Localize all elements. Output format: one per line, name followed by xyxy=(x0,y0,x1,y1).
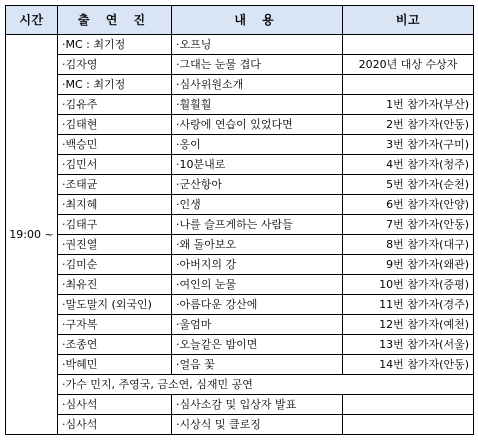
note-cell: 12번 참가자(예천) xyxy=(343,315,474,335)
table-row xyxy=(6,315,474,335)
performer-cell: ·김유주 xyxy=(58,95,172,115)
performer-cell: ·박혜민 xyxy=(58,355,172,375)
table-row xyxy=(6,135,474,155)
note-cell: 7번 참가자(안동) xyxy=(343,215,474,235)
note-cell: 3번 참가자(구미) xyxy=(343,135,474,155)
performer-cell: ·김미순 xyxy=(58,255,172,275)
table-row xyxy=(6,175,474,195)
performer-cell: ·조종연 xyxy=(58,335,172,355)
table-row xyxy=(6,395,474,415)
content-cell: ·오늘같은 밤이면 xyxy=(172,335,343,355)
note-cell: 11번 참가자(경주) xyxy=(343,295,474,315)
note-cell xyxy=(343,395,474,415)
guest-performance-row xyxy=(6,375,474,395)
note-cell: 5번 참가자(순천) xyxy=(343,175,474,195)
note-cell xyxy=(343,75,474,95)
content-cell: ·옹이 xyxy=(172,135,343,155)
performer-cell: ·김태현 xyxy=(58,115,172,135)
content-cell: ·훨훨훨 xyxy=(172,95,343,115)
performer-cell: ·심사석 xyxy=(58,395,172,415)
content-cell: ·10분내로 xyxy=(172,155,343,175)
content-cell: ·인생 xyxy=(172,195,343,215)
table-row xyxy=(6,155,474,175)
content-cell: ·시상식 및 클로징 xyxy=(172,415,343,435)
table-row xyxy=(6,35,474,55)
performer-cell: ·MC : 최기정 xyxy=(58,75,172,95)
content-cell: ·심사위원소개 xyxy=(172,75,343,95)
content-cell: ·심사소감 및 입상자 발표 xyxy=(172,395,343,415)
note-cell: 9번 참가자(왜관) xyxy=(343,255,474,275)
table-row xyxy=(6,75,474,95)
performer-cell: ·심사석 xyxy=(58,415,172,435)
content-cell: ·아버지의 강 xyxy=(172,255,343,275)
note-cell: 1번 참가자(부산) xyxy=(343,95,474,115)
performer-cell: ·김자영 xyxy=(58,55,172,75)
table-row xyxy=(6,95,474,115)
note-cell: 6번 참가자(안양) xyxy=(343,195,474,215)
header-performer: 출 연 진 xyxy=(58,6,172,35)
program-schedule xyxy=(5,5,473,438)
table-row xyxy=(6,115,474,135)
table-row xyxy=(6,55,474,75)
time-cell: 19:00 ~ xyxy=(6,35,58,435)
header-time: 시간 xyxy=(6,6,58,35)
table-row xyxy=(6,295,474,315)
performer-cell: ·최지혜 xyxy=(58,195,172,215)
table-header-row xyxy=(6,6,474,35)
content-cell: ·얼음 꽃 xyxy=(172,355,343,375)
content-cell: ·왜 돌아보오 xyxy=(172,235,343,255)
header-note: 비고 xyxy=(343,6,474,35)
content-cell: ·군산항아 xyxy=(172,175,343,195)
performer-cell: ·백승민 xyxy=(58,135,172,155)
content-cell: ·그대는 눈물 겹다 xyxy=(172,55,343,75)
performer-cell: ·말도말지 (외국인) xyxy=(58,295,172,315)
note-cell: 10번 참가자(증평) xyxy=(343,275,474,295)
table-row xyxy=(6,215,474,235)
performer-cell: ·최유진 xyxy=(58,275,172,295)
table-row xyxy=(6,235,474,255)
note-cell: 14번 참가자(안동) xyxy=(343,355,474,375)
performer-cell: ·구자복 xyxy=(58,315,172,335)
note-cell: 2020년 대상 수상자 xyxy=(343,55,474,75)
table-row xyxy=(6,335,474,355)
performer-cell: ·조태균 xyxy=(58,175,172,195)
performer-cell: ·MC : 최기정 xyxy=(58,35,172,55)
note-cell xyxy=(343,35,474,55)
note-cell: 13번 참가자(서울) xyxy=(343,335,474,355)
table-row xyxy=(6,355,474,375)
content-cell: ·사랑에 연습이 있었다면 xyxy=(172,115,343,135)
table-body xyxy=(6,35,474,435)
table-row xyxy=(6,195,474,215)
note-cell: 2번 참가자(안동) xyxy=(343,115,474,135)
note-cell: 4번 참가자(청주) xyxy=(343,155,474,175)
content-cell: ·아름다운 강산에 xyxy=(172,295,343,315)
guest-performance-cell: ·가수 민지, 주영국, 금소연, 심재민 공연 xyxy=(58,375,474,395)
table-row xyxy=(6,275,474,295)
performer-cell: ·권진열 xyxy=(58,235,172,255)
content-cell: ·여인의 눈물 xyxy=(172,275,343,295)
content-cell: ·오프닝 xyxy=(172,35,343,55)
header-content: 내 용 xyxy=(172,6,343,35)
content-cell: ·울엄마 xyxy=(172,315,343,335)
note-cell: 8번 참가자(대구) xyxy=(343,235,474,255)
performer-cell: ·김민서 xyxy=(58,155,172,175)
content-cell: ·나를 슬프게하는 사람들 xyxy=(172,215,343,235)
table-row xyxy=(6,415,474,435)
performer-cell: ·김태구 xyxy=(58,215,172,235)
table-row xyxy=(6,255,474,275)
note-cell xyxy=(343,415,474,435)
program-table xyxy=(5,5,474,435)
